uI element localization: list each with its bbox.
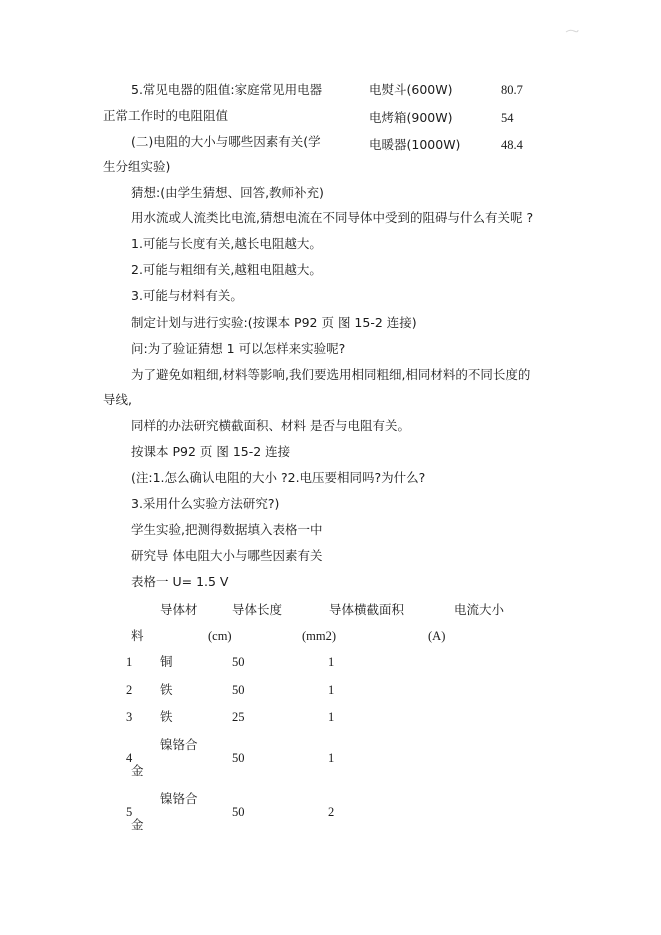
header-current: 电流大小 (454, 602, 505, 617)
body-line: 猜想:(由学生猜想、回答,教师补充) (131, 185, 324, 200)
row-material: 镍铬合 (160, 737, 198, 752)
body-line: 同样的办法研究横截面积、材料 是否与电阻有关。 (131, 418, 410, 433)
header-material-cont: 料 (131, 628, 144, 643)
corner-mark-icon (565, 28, 579, 34)
appliance-name: 电熨斗(600W) (369, 82, 453, 97)
header-length: 导体长度 (232, 602, 283, 617)
row-number: 2 (126, 683, 133, 697)
row-material: 铁 (160, 682, 173, 697)
body-line: 研究导 体电阻大小与哪些因素有关 (131, 548, 323, 563)
row-area: 1 (328, 655, 335, 669)
row-number: 1 (126, 655, 133, 669)
appliance-name: 电暖器(1000W) (369, 137, 461, 152)
row-length: 50 (232, 683, 245, 697)
section2-line2: 生分组实验) (103, 159, 171, 174)
header-area-unit: (mm2) (302, 629, 337, 643)
row-length: 25 (232, 710, 245, 724)
row-number: 5 (126, 805, 133, 819)
row-number: 3 (126, 710, 133, 724)
body-line: 用水流或人流类比电流,猜想电流在不同导体中受到的阻碍与什么有关呢 ? (131, 210, 534, 225)
row-material-cont: 金 (131, 817, 144, 832)
appliance-value: 48.4 (501, 138, 523, 152)
section2-line1: (二)电阻的大小与哪些因素有关(学 (131, 134, 321, 149)
item5-line1: 5.常见电器的阻值:家庭常见用电器 (131, 82, 323, 97)
row-length: 50 (232, 655, 245, 669)
header-length-unit: (cm) (208, 629, 232, 643)
body-line: 问:为了验证猜想 1 可以怎样来实验呢? (131, 341, 346, 356)
body-line: 导线, (103, 392, 132, 407)
row-length: 50 (232, 751, 245, 765)
row-material-cont: 金 (131, 763, 144, 778)
header-current-unit: (A) (428, 629, 446, 643)
appliance-value: 80.7 (501, 83, 523, 97)
row-area: 1 (328, 710, 335, 724)
row-number: 4 (126, 751, 133, 765)
appliance-value: 54 (501, 111, 514, 125)
body-line: 3.可能与材料有关。 (131, 288, 243, 303)
body-line: 1.可能与长度有关,越长电阻越大。 (131, 236, 322, 251)
row-area: 1 (328, 683, 335, 697)
item5-line2: 正常工作时的电阻阻值 (103, 108, 229, 123)
body-line: 制定计划与进行实验:(按课本 P92 页 图 15-2 连接) (131, 315, 417, 330)
header-area: 导体横截面积 (329, 602, 405, 617)
row-material: 镍铬合 (160, 791, 198, 806)
body-line: 学生实验,把测得数据填入表格一中 (131, 522, 323, 537)
body-line: (注:1.怎么确认电阻的大小 ?2.电压要相同吗?为什么? (131, 470, 426, 485)
row-material: 铜 (160, 654, 173, 669)
row-area: 2 (328, 805, 335, 819)
row-length: 50 (232, 805, 245, 819)
appliance-name: 电烤箱(900W) (369, 110, 453, 125)
body-line: 表格一 U= 1.5 V (131, 574, 229, 589)
body-line: 3.采用什么实验方法研究?) (131, 496, 280, 511)
body-line: 为了避免如粗细,材料等影响,我们要选用相同粗细,相同材料的不同长度的 (131, 367, 531, 382)
body-line: 按课本 P92 页 图 15-2 连接 (131, 444, 291, 459)
row-material: 铁 (160, 709, 173, 724)
body-line: 2.可能与粗细有关,越粗电阻越大。 (131, 262, 322, 277)
row-area: 1 (328, 751, 335, 765)
header-material: 导体材 (160, 602, 198, 617)
